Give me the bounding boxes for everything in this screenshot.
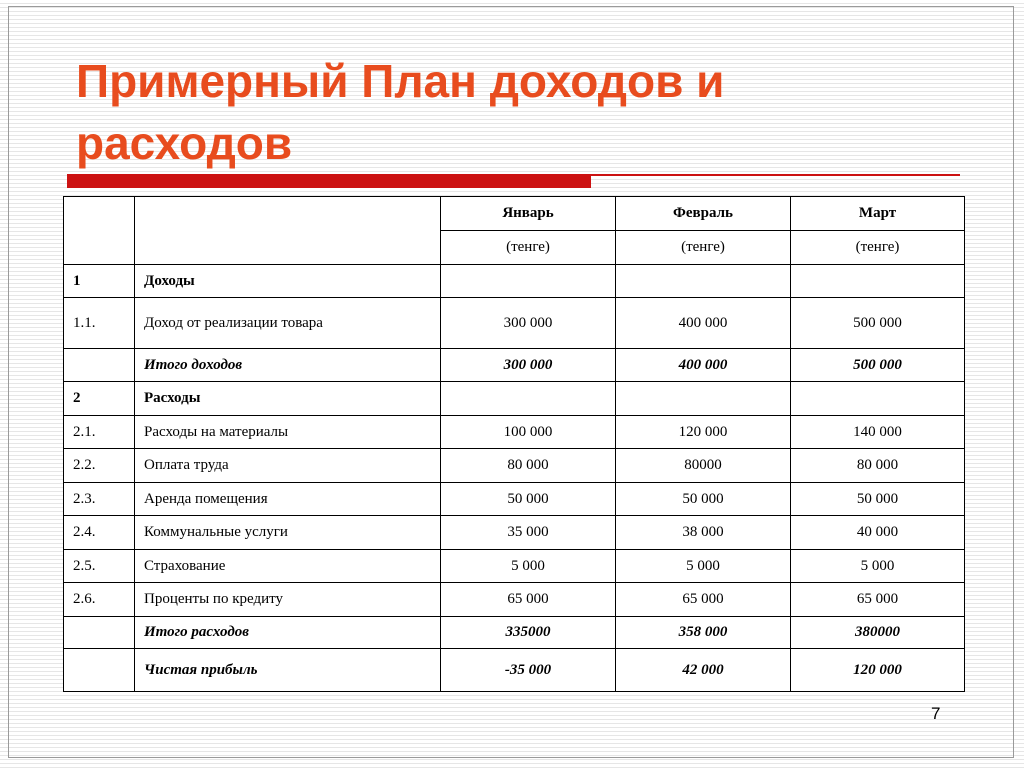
title-line-2: расходов: [76, 117, 293, 169]
row-label: Доходы: [135, 265, 441, 298]
row-label: Доход от реализации товара: [135, 298, 441, 349]
row-label: Итого расходов: [135, 617, 441, 649]
value-january: 80 000: [441, 449, 616, 483]
month-header-february: Февраль: [616, 197, 791, 231]
table-row: [64, 449, 965, 483]
value-march: 40 000: [791, 516, 965, 550]
row-code: [64, 349, 135, 382]
value-march: 80 000: [791, 449, 965, 483]
table-row: [64, 416, 965, 449]
currency-february: (тенге): [616, 231, 791, 265]
row-label: Расходы на материалы: [135, 416, 441, 449]
value-march: 5 000: [791, 550, 965, 583]
value-february: 400 000: [616, 349, 791, 382]
row-label: Расходы: [135, 382, 441, 416]
row-code: 2.5.: [64, 550, 135, 583]
header-label-cell: [135, 197, 441, 265]
row-code: 2.2.: [64, 449, 135, 483]
row-label: Оплата труда: [135, 449, 441, 483]
value-february: 5 000: [616, 550, 791, 583]
row-code: 2: [64, 382, 135, 416]
value-march: 65 000: [791, 583, 965, 617]
value-march: 140 000: [791, 416, 965, 449]
row-code: [64, 649, 135, 692]
currency-march: (тенге): [791, 231, 965, 265]
slide-title: [76, 50, 956, 174]
value-february: 65 000: [616, 583, 791, 617]
title-line-1: Примерный План доходов и: [76, 55, 725, 107]
table-row: [64, 349, 965, 382]
row-label: Аренда помещения: [135, 483, 441, 516]
row-code: 2.4.: [64, 516, 135, 550]
row-label: Страхование: [135, 550, 441, 583]
page-number: 7: [931, 704, 941, 723]
row-label: Чистая прибыль: [135, 649, 441, 692]
value-january: -35 000: [441, 649, 616, 692]
month-header-january: Январь: [441, 197, 616, 231]
value-january: [441, 382, 616, 416]
value-january: 300 000: [441, 349, 616, 382]
row-code: 1: [64, 265, 135, 298]
table-row: [64, 617, 965, 649]
header-code-cell: [64, 197, 135, 265]
value-february: 400 000: [616, 298, 791, 349]
row-label: Итого доходов: [135, 349, 441, 382]
value-march: [791, 382, 965, 416]
value-february: 42 000: [616, 649, 791, 692]
income-expense-table: [63, 196, 965, 692]
value-february: 38 000: [616, 516, 791, 550]
month-header-march: Март: [791, 197, 965, 231]
row-code: [64, 617, 135, 649]
value-january: [441, 265, 616, 298]
value-march: [791, 265, 965, 298]
table-row: [64, 483, 965, 516]
table-row: [64, 583, 965, 617]
currency-january: (тенге): [441, 231, 616, 265]
value-january: 35 000: [441, 516, 616, 550]
table-row: [64, 382, 965, 416]
row-code: 2.3.: [64, 483, 135, 516]
value-february: [616, 265, 791, 298]
value-february: [616, 382, 791, 416]
value-january: 5 000: [441, 550, 616, 583]
table-row: [64, 298, 965, 349]
value-january: 335000: [441, 617, 616, 649]
title-underline-thin: [591, 174, 960, 176]
table-row: [64, 265, 965, 298]
table-row: [64, 550, 965, 583]
row-code: 2.1.: [64, 416, 135, 449]
table-row: [64, 516, 965, 550]
value-february: 80000: [616, 449, 791, 483]
row-code: 2.6.: [64, 583, 135, 617]
table-row: [64, 649, 965, 692]
value-january: 100 000: [441, 416, 616, 449]
value-march: 500 000: [791, 349, 965, 382]
value-march: 500 000: [791, 298, 965, 349]
value-march: 50 000: [791, 483, 965, 516]
value-february: 50 000: [616, 483, 791, 516]
value-march: 380000: [791, 617, 965, 649]
row-label: Коммунальные услуги: [135, 516, 441, 550]
value-february: 358 000: [616, 617, 791, 649]
value-march: 120 000: [791, 649, 965, 692]
value-january: 65 000: [441, 583, 616, 617]
value-january: 50 000: [441, 483, 616, 516]
row-code: 1.1.: [64, 298, 135, 349]
value-february: 120 000: [616, 416, 791, 449]
title-underline-thick: [67, 174, 591, 188]
header-row-months: [64, 197, 965, 231]
row-label: Проценты по кредиту: [135, 583, 441, 617]
value-january: 300 000: [441, 298, 616, 349]
